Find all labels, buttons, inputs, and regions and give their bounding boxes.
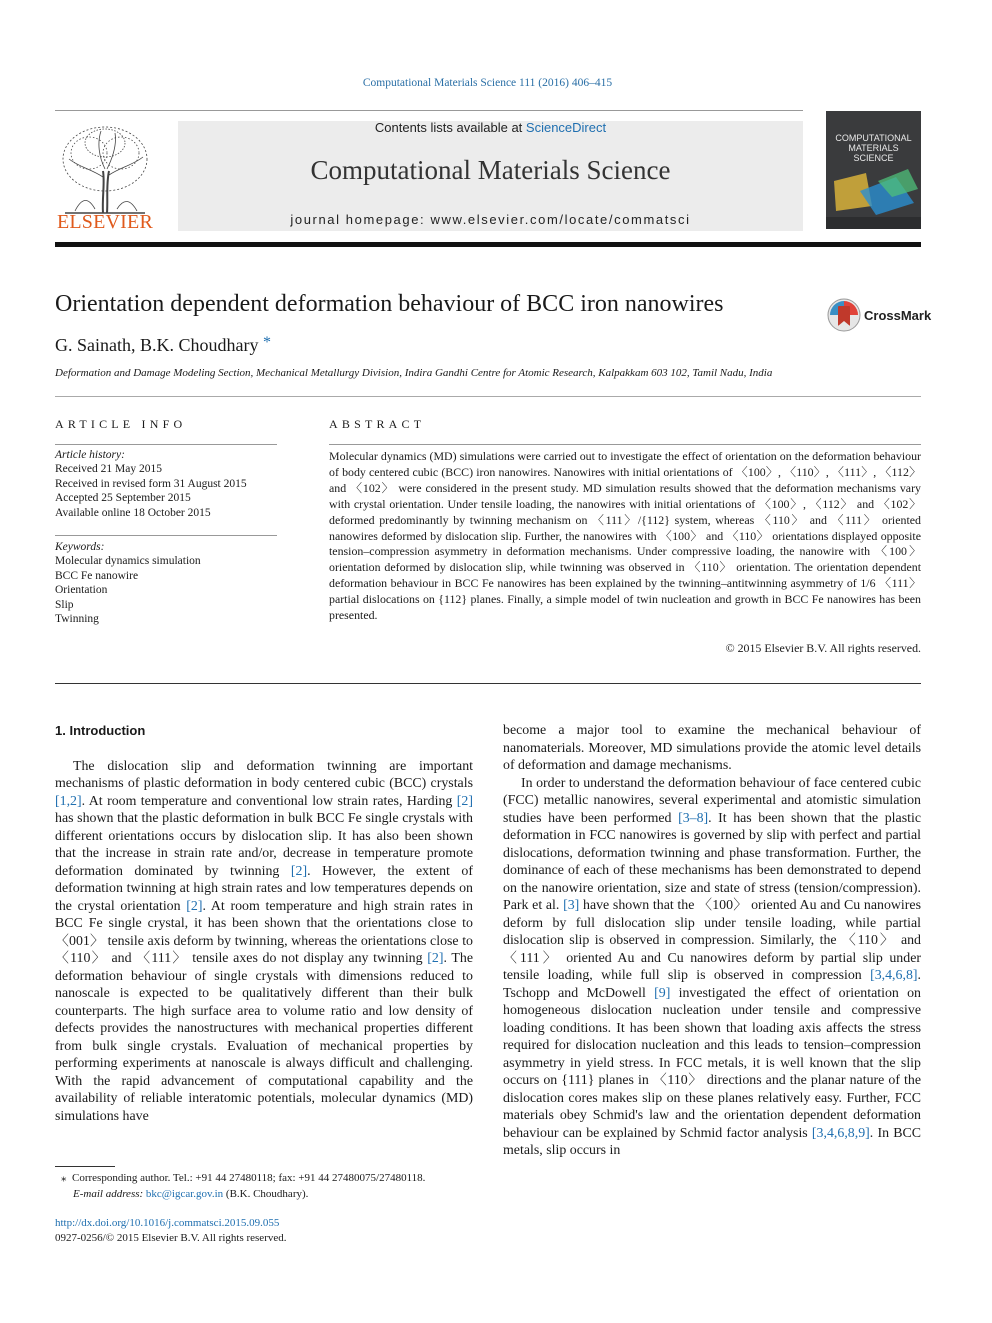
reference-link[interactable]: [2] — [290, 863, 308, 879]
footnote — [55, 1170, 473, 1202]
footnote-text: Corresponding author. Tel.: +91 44 27480118; fax: +91 44 27480075/27480118. — [72, 1172, 426, 1184]
crossmark-icon[interactable] — [826, 297, 862, 333]
cover-title — [826, 133, 921, 163]
abstract-text: Molecular dynamics (MD) simulations were carried out to investigate the effect of orientation on the deformation behaviour of body centered cubic (BCC) iron nanowires. Nanowires with initial orientations of 〈100〉, 〈110〉, 〈111〉, 〈112〉 and 〈102〉 were considered in the present study. MD simulation results showed that the deformation mechanisms vary with crystal orientation. Under tensile loading, the nanowires with initial orientations of 〈100〉, 〈112〉 and 〈102〉 deformed predominantly by twinning mechanism on 〈111〉/{112} system, whereas 〈110〉 and 〈111〉 oriented nanowires deformed by dislocation slip. Further, the nanowires with 〈100〉 and 〈110〉 orientations displayed opposite tension–compression asymmetry in deformation mechanisms. Under compressive loading, the nanowire with 〈100〉 orientation deformed by dislocation slip, while twinning was observed in 〈110〉 orientation. The orientation dependent deformation behaviour in BCC Fe nanowires has been explained by the twinning–antitwinning asymmetry of 1/6 〈111〉 partial dislocations on {112} planes. Finally, a simple model of twin nucleation and growth in BCC Fe nanowires has been presented. — [329, 449, 921, 623]
footnote-email — [55, 1186, 473, 1202]
reference-link[interactable]: [2] — [427, 951, 444, 966]
text-run: . Tschopp and McDowell — [503, 968, 921, 1001]
article-info-rule — [55, 444, 277, 445]
body-column-left — [55, 722, 473, 1125]
reference-link[interactable]: [3,4,6,8] — [870, 968, 918, 983]
doi-block — [55, 1216, 287, 1246]
text-run: . The deformation behaviour of single crystals with dimensions reduced to nanoscale is expected to be qualitatively different than their bulk counterparts. The high surface area to volume ratio and low density of defects provides the nanostructures with mechanical properties different from bulk single crystals. Evaluation of mechanical properties by performing experiments at nanoscale is always difficult and challenging. With the rapid advancement of computational capability and the availability of reliable interatomic potentials, molecular dynamics (MD) simulations have — [55, 951, 474, 1124]
paragraph — [503, 775, 921, 1160]
abstract-bottom-rule — [55, 683, 921, 684]
journal-cover-image — [826, 111, 921, 229]
reference-link[interactable]: [3] — [563, 898, 580, 913]
cover-title-line: COMPUTATIONAL — [835, 133, 912, 143]
footnote-rule — [55, 1166, 115, 1167]
author-list — [55, 335, 271, 356]
footnote-marker: ⁎ — [61, 1172, 67, 1184]
crossmark-label[interactable]: CrossMark — [864, 308, 932, 323]
keyword-item: Slip — [55, 598, 74, 611]
history-label: Article history: — [55, 449, 125, 461]
article-info-heading: ARTICLE INFO — [55, 417, 187, 431]
keyword-item: Twinning — [55, 613, 99, 626]
reference-link[interactable]: [1,2] — [55, 793, 82, 809]
text-run: investigated the effect of orientation on homogeneous dislocation nucleation under tensile and compressive loading conditions. It has been shown that loading axis affects the stress required for dislocation nucleation and this leads to tension–compression asymmetry in yield stress. In FCC metals, it is well known that the slip occurs on {111} planes in 〈110〉 directions and the planar nature of the dislocation cores makes slip on these planes relatively easy. Further, FCC materials obey Schmid's law and the orientation dependent deformation behaviour can be explained by Schmid factor analysis — [503, 985, 921, 1141]
abstract-heading: ABSTRACT — [329, 417, 426, 431]
cover-title-line: SCIENCE — [853, 153, 894, 163]
history-item: Accepted 25 September 2015 — [55, 492, 191, 505]
affiliation-rule — [55, 396, 921, 397]
keyword-item: Molecular dynamics simulation — [55, 555, 201, 568]
contents-prefix: Contents lists available at — [374, 120, 526, 135]
article-history — [55, 448, 277, 520]
keywords-label: Keywords: — [55, 541, 105, 553]
cover-title-line: MATERIALS — [848, 143, 899, 153]
cover-art-icon — [826, 111, 921, 229]
keyword-item: BCC Fe nanowire — [55, 569, 139, 582]
reference-link[interactable]: [2] — [186, 898, 203, 914]
text-run: In order to understand the deformation behaviour of face centered cubic (FCC) metallic nanowires, several experimental and atomistic simulation studies have been performed — [503, 775, 921, 826]
abstract-rule — [329, 444, 921, 445]
text-run: . However, the extent of deformation twinning at high strain rates and low temperatures depends on the crystal orientation — [55, 863, 473, 914]
journal-citation[interactable]: Computational Materials Science 111 (2016) 406–415 — [362, 77, 613, 89]
reference-link[interactable]: [2] — [456, 793, 473, 809]
journal-name: Computational Materials Science — [310, 155, 671, 185]
header-rule — [55, 110, 803, 111]
article-title: Orientation dependent deformation behaviour of BCC iron nanowires — [55, 291, 724, 317]
contents-line — [178, 120, 803, 135]
email-link[interactable]: bkc@igcar.gov.in — [145, 1188, 224, 1200]
abstract-copyright: © 2015 Elsevier B.V. All rights reserved. — [725, 641, 921, 655]
sciencedirect-link[interactable]: ScienceDirect — [525, 120, 607, 135]
body-column-right — [503, 722, 921, 1160]
email-label: E-mail address: — [73, 1188, 146, 1200]
elsevier-wordmark: ELSEVIER — [56, 211, 154, 233]
footnote-corresponding — [55, 1170, 473, 1186]
email-suffix: (B.K. Choudhary). — [223, 1188, 309, 1200]
text-run: . At room temperature and conventional low strain rates, Harding — [81, 793, 457, 809]
corresponding-author-marker[interactable]: * — [262, 334, 271, 351]
journal-homepage[interactable]: journal homepage: www.elsevier.com/locate/commatsci — [290, 212, 691, 227]
reference-link[interactable]: [3,4,6,8,9] — [811, 1125, 870, 1141]
section-heading: 1. Introduction — [55, 723, 146, 738]
reference-link[interactable]: [9] — [654, 985, 671, 1001]
affiliation: Deformation and Damage Modeling Section, Mechanical Metallurgy Division, Indira Gandhi Centre for Atomic Research, Kalpakkam 603 102, Tamil Nadu, India — [55, 367, 773, 379]
text-run: have shown that the 〈100〉 oriented Au and Cu nanowires deform by full dislocation slip under tensile loading, while partial dislocation slip is observed in compression. Similarly, the 〈110〉 and 〈111〉 oriented Au and Cu nanowires deform by partial slip under tensile loading, while full slip is observed in compression — [503, 898, 921, 983]
header-thick-rule — [55, 242, 921, 247]
history-item: Received 21 May 2015 — [55, 463, 162, 476]
history-item: Received in revised form 31 August 2015 — [55, 477, 247, 490]
doi-link[interactable]: http://dx.doi.org/10.1016/j.commatsci.2015.09.055 — [55, 1217, 280, 1229]
issn-line: 0927-0256/© 2015 Elsevier B.V. All rights reserved. — [55, 1232, 287, 1244]
keywords — [55, 540, 277, 626]
paragraph: become a major tool to examine the mechanical behaviour of nanomaterials. Moreover, MD simulations provide the atomic level details of deformation and damage mechanisms. — [503, 723, 921, 773]
text-run: has shown that the plastic deformation in bulk BCC Fe single crystals with different orientations occurs by dislocation slip. It has also been shown that the increase in strain rate and/or, decrease in temperature promote deformation dominated by twinning — [55, 811, 473, 879]
reference-link[interactable]: [3–8] — [678, 810, 709, 826]
keyword-item: Orientation — [55, 584, 108, 597]
text-run: . It has been shown that the plastic deformation in FCC nanowires is governed by slip with perfect and partial dislocations, deformation twinning and phase transformation. Further, the dominance of each of these mechanisms has been demonstrated to depend on the nanowire orientation, size and state of stress (tension/compression). Park et al. — [503, 810, 921, 913]
authors-text: G. Sainath, B.K. Choudhary — [55, 335, 259, 355]
paragraph — [55, 758, 473, 1126]
text-run: The dislocation slip and deformation twinning are important mechanisms of plastic deformation in body centered cubic (BCC) crystals — [55, 758, 473, 791]
text-run: . At room temperature and high strain rates in BCC Fe single crystal, it has been shown that the orientations close to 〈001〉 tensile axis deform by twinning, whereas the orientations close to 〈110〉 and 〈111〉 tensile axes do not display any twinning — [55, 898, 473, 966]
keywords-rule — [55, 535, 277, 536]
text-run: . In BCC metals, slip occurs in — [503, 1125, 921, 1158]
history-item: Available online 18 October 2015 — [55, 506, 211, 519]
